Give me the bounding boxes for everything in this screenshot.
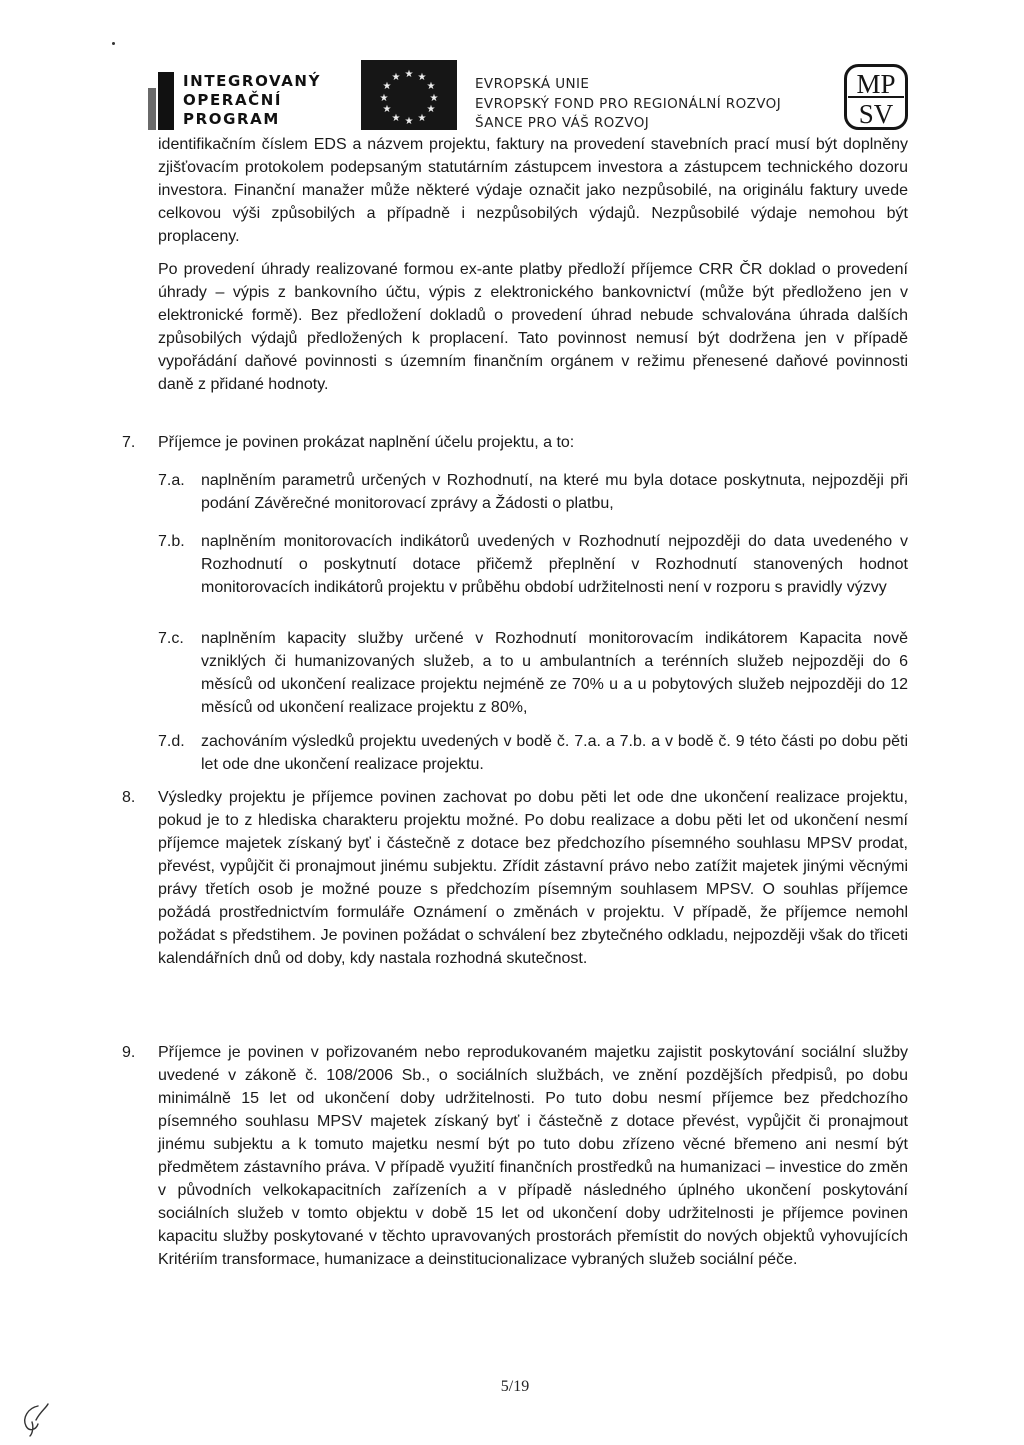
iop-line-1: INTEGROVANÝ — [183, 72, 322, 90]
iop-line-3: PROGRAM — [183, 110, 280, 128]
iop-logo-text — [183, 72, 321, 129]
payment-paragraph: Po provedení úhrady realizované formou ex-ante platby předloží příjemce CRR ČR doklad o provedení úhrady – výpis z bankovního účtu, výpis z elektronického bankovnictví (může být předloženo jen v elektronické formě). Bez předložení dokladů o provedení úhrad nebude schvalována úhrada dalších způsobilých výdajů předložených k proplacení. Tato povinnost nemusí být dodržena jen v případě vypořádání daňové povinnosti s územním finančním orgánem v režimu přenesené daňové povinnosti daně z přidané hodnoty. — [158, 261, 908, 393]
scan-speck — [112, 42, 115, 45]
sub-item-number: 7.b. — [158, 533, 185, 550]
handwritten-initials-icon — [18, 1398, 52, 1438]
sub-item-number: 7.a. — [158, 472, 185, 489]
svg-text:★: ★ — [404, 116, 414, 127]
item-text: Výsledky projektu je příjemce povinen zachovat po dobu pěti let ode dne ukončení realizace projektu, pokud je to z hlediska charakteru projektu možné. Po dobu realizace a dobu pěti let od ukončení nesmí příjemce majetek získaný byť i částečně z dotace bez předchozího písemného souhlasu MPSV prodat, převést, vypůjčit či pronajmout jinému subjektu. Zřídit zástavní právo nebo zatížit majetek jinými věcnými právy třetích osob je možné pouze s předchozím písemným souhlasem MPSV. O souhlas příjemce požádá prostřednictvím formuláře Oznámení o změnách v projektu. V případě, že příjemce nemohl požádat s předstihem. Je povinen požádat o schválení bez zbytečného odkladu, nejpozději však do třiceti kalendářních dnů od doby, kdy nastala rozhodná skutečnost. — [158, 789, 908, 967]
iop-line-2: OPERAČNÍ — [183, 91, 283, 109]
svg-text:★: ★ — [417, 113, 427, 124]
sub-item-number: 7.c. — [158, 630, 184, 647]
page-number: 5/19 — [500, 1378, 530, 1395]
sub-item-text: naplněním kapacity služby určené v Rozhodnutí monitorovacím indikátorem Kapacita nově vzniklých či humanizovaných služeb, a to u ambulantních a terénních služeb nejpozději do 6 měsíců od ukončení realizace projektu nejméně ze 70% u a u pobytových služeb nejpozději do 12 měsíců od ukončení realizace projektu z 80%, — [201, 630, 908, 716]
svg-text:★: ★ — [429, 93, 439, 104]
item-number: 7. — [122, 434, 136, 451]
header — [148, 60, 908, 132]
mpsv-logo-icon — [844, 64, 908, 130]
item-number: 8. — [122, 789, 136, 806]
svg-text:★: ★ — [404, 69, 414, 80]
svg-text:★: ★ — [426, 104, 436, 115]
eu-line-1: EVROPSKÁ UNIE — [475, 76, 590, 92]
svg-text:★: ★ — [391, 72, 401, 83]
iop-logo — [148, 72, 348, 130]
item-text: Příjemce je povinen v pořizovaném nebo reprodukovaném majetku zajistit poskytování sociální služby uvedené v zákoně č. 108/2006 Sb., o sociálních službách, ve znění pozdějších předpisů, po dobu minimálně 15 let od ukončení doby udržitelnosti. Po tuto dobu nesmí příjemce bez předchozího písemného souhlasu MPSV majetek získaný byť i částečně z dotace převést, vypůjčit či pronajmout jinému subjektu a k tomuto majetku nesmí být po tuto dobu zřízeno věcné břemeno ani nesmí být předmětem zástavního práva. V případě využití finančních prostředků na humanizaci – investice do změn v původních velkokapacitních zařízeních a v případě následného úplného ukončení poskytování sociálních služeb v tomto objektu v době 15 let od ukončení doby udržitelnosti je příjemce povinen kapacitu služby poskytované v těchto upravovaných prostorách přemístit do nových objektů vyhovujících Kritériím transformace, humanizace a deinstitucionalizace vybraných služeb sociální péče. — [158, 1044, 908, 1268]
sub-item-text: zachováním výsledků projektu uvedených v bodě č. 7.a. a 7.b. a v bodě č. 9 této části po dobu pěti let ode dne ukončení realizace projektu. — [201, 733, 908, 773]
iop-logo-icon — [148, 72, 178, 130]
eu-text-block — [475, 75, 781, 134]
eu-line-2: EVROPSKÝ FOND PRO REGIONÁLNÍ ROZVOJ — [475, 95, 782, 112]
sub-item-text: naplněním monitorovacích indikátorů uvedených v Rozhodnutí nejpozději do data uvedeného v Rozhodnutí o poskytnutí dotace přičemž přeplnění v Rozhodnutí stanovených hodnot monitorovacích indikátorů projektu v průběhu období udržitelnosti není v rozporu s pravidly výzvy — [201, 533, 908, 596]
svg-text:SV: SV — [858, 99, 894, 129]
svg-text:★: ★ — [382, 104, 392, 115]
item-number: 9. — [122, 1044, 136, 1061]
svg-text:★: ★ — [382, 81, 392, 92]
svg-text:★: ★ — [417, 72, 427, 83]
sub-item-text: naplněním parametrů určených v Rozhodnutí, na které mu byla dotace poskytnuta, nejpozději při podání Závěrečné monitorovací zprávy a Žádosti o platbu, — [201, 472, 908, 512]
item-text: Příjemce je povinen prokázat naplnění účelu projektu, a to: — [158, 434, 575, 451]
sub-item-number: 7.d. — [158, 733, 185, 750]
eu-line-3: ŠANCE PRO VÁŠ ROZVOJ — [475, 115, 650, 131]
svg-text:MP: MP — [856, 69, 896, 99]
continuation-paragraph: identifikačním číslem EDS a názvem projektu, faktury na provedení stavebních prací musí být doplněny zjišťovacím protokolem podepsaným statutárním zástupcem investora a zástupcem technického dozoru investora. Finanční manažer může některé výdaje označit jako nezpůsobilé, na originálu faktury uvede celkovou výši způsobilých a případně i nezpůsobilých výdajů. Nezpůsobilé výdaje nemohou být proplaceny. — [158, 136, 908, 245]
svg-text:★: ★ — [426, 81, 436, 92]
svg-text:★: ★ — [379, 93, 389, 104]
eu-flag-icon — [361, 60, 457, 130]
svg-text:★: ★ — [391, 113, 401, 124]
